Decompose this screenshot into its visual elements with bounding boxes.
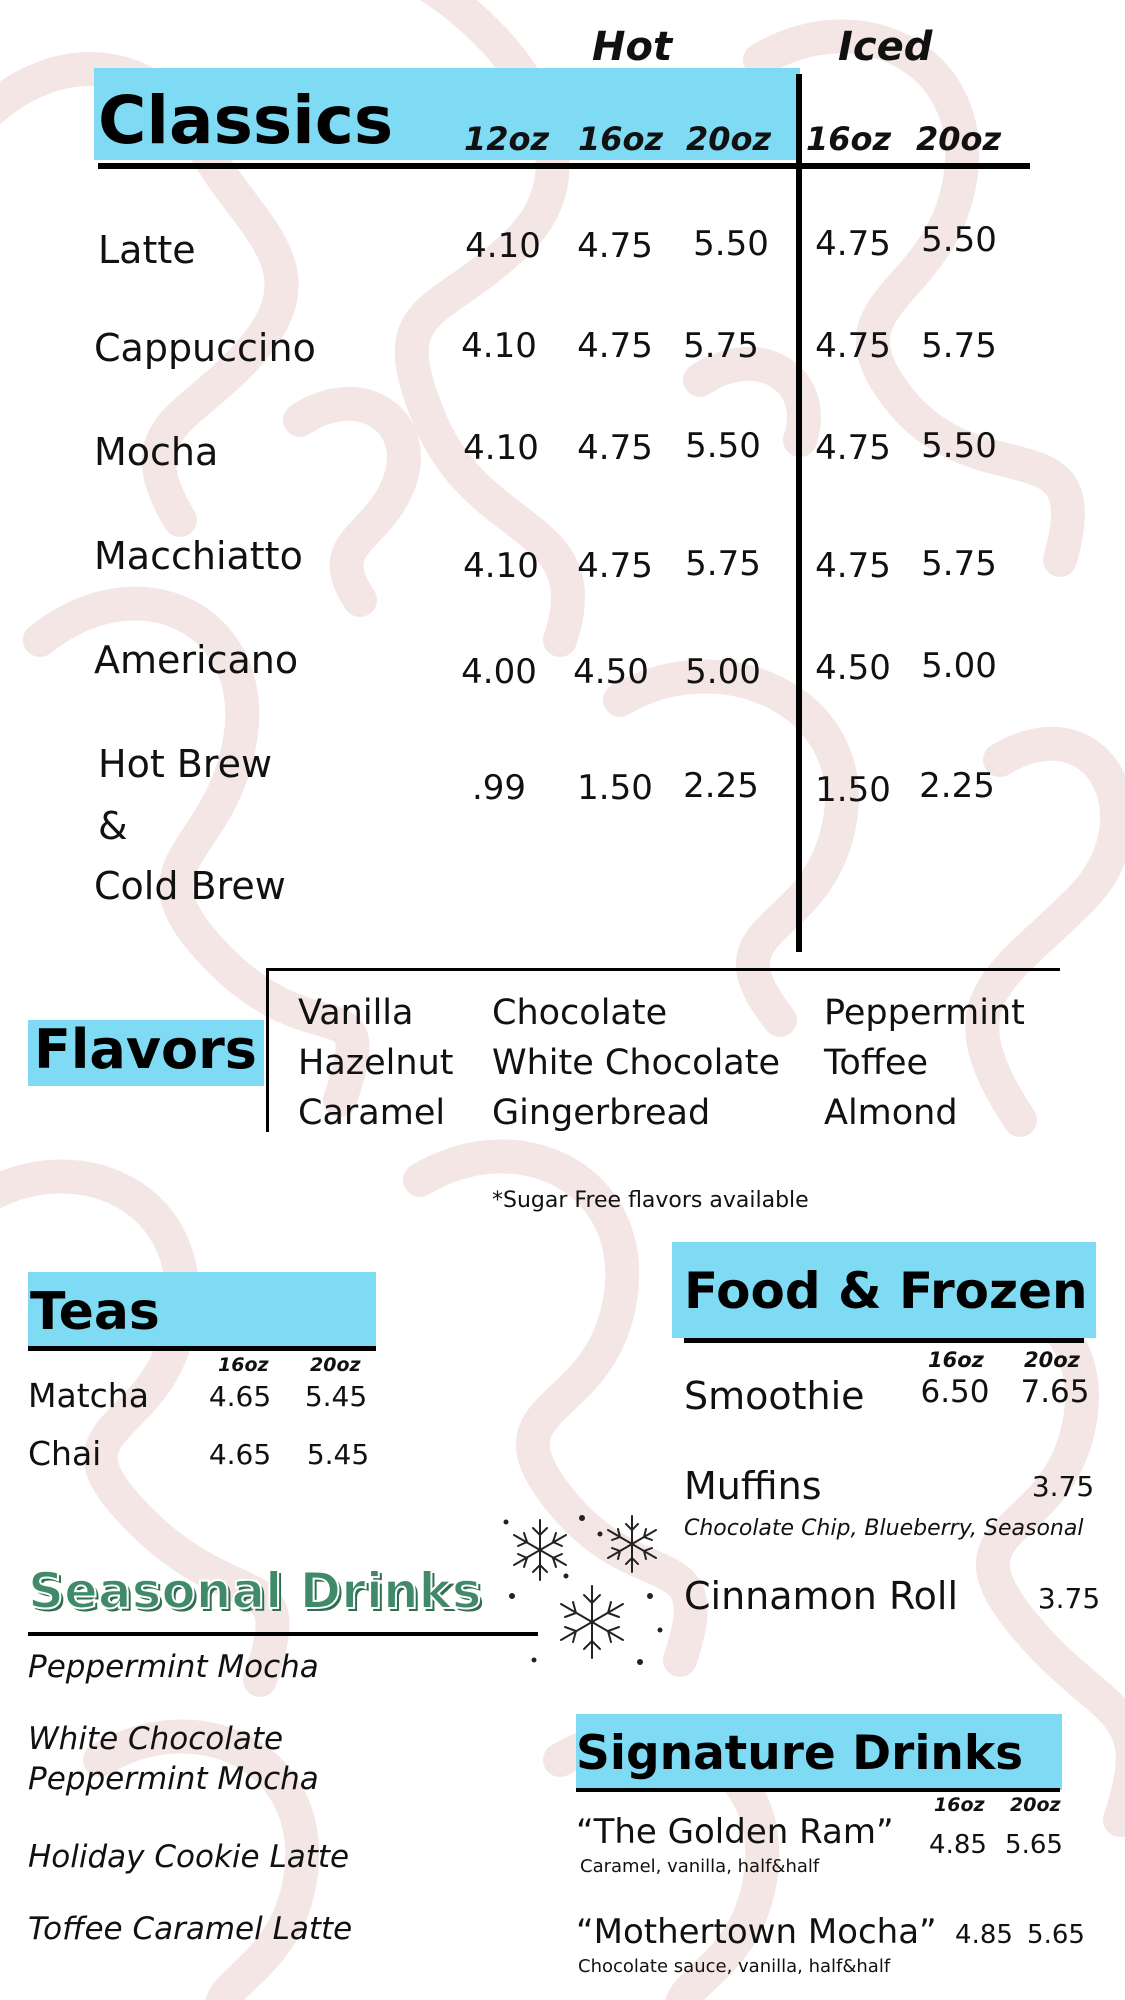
price-hot-16oz: 4.75 (577, 326, 653, 366)
price-hot-20oz: 5.50 (685, 426, 761, 466)
teas-title-underline (28, 1346, 376, 1351)
price-hot-16oz: 4.75 (577, 226, 653, 266)
food-frozen-title-underline (684, 1338, 1084, 1343)
tea-item-name: Chai (28, 1434, 102, 1473)
signature-title-underline (576, 1788, 1060, 1792)
price-hot-16oz: 4.50 (573, 652, 649, 692)
seasonal-item: Toffee Caramel Latte (28, 1911, 353, 1947)
flavor-item: Chocolate (492, 993, 668, 1033)
hot-size-20oz: 20oz (686, 120, 772, 158)
classics-item-name: Cappuccino (94, 326, 316, 370)
price-iced-16oz: 4.75 (815, 546, 891, 586)
flavor-item: Gingerbread (492, 1093, 711, 1133)
price-iced-16oz: 4.75 (815, 326, 891, 366)
signature-item-description: Caramel, vanilla, half&half (580, 1856, 820, 1877)
flavor-item: Toffee (824, 1043, 929, 1083)
flavor-item: Vanilla (298, 993, 414, 1033)
price-hot-12oz: 4.10 (461, 326, 537, 366)
teas-size-20oz: 20oz (310, 1354, 361, 1376)
price-iced-16oz: 4.75 (815, 428, 891, 468)
classics-item-name-line3: Cold Brew (94, 864, 286, 908)
flavor-item: Peppermint (824, 993, 1025, 1033)
flavors-title: Flavors (34, 1018, 257, 1081)
signature-size-16oz: 16oz (934, 1794, 985, 1816)
price-hot-20oz: 2.25 (683, 766, 759, 806)
classics-item-name: Macchiatto (94, 534, 303, 578)
signature-item-description: Chocolate sauce, vanilla, half&half (578, 1956, 891, 1977)
tea-price-16oz: 4.65 (208, 1380, 272, 1413)
hot-iced-divider (796, 74, 802, 952)
price-hot-16oz: 4.75 (577, 428, 653, 468)
price-iced-16oz: 1.50 (815, 770, 891, 810)
tea-item-name: Matcha (28, 1376, 149, 1415)
price-hot-20oz: 5.50 (693, 224, 769, 264)
price-iced-20oz: 2.25 (919, 766, 995, 806)
classics-title-underline (98, 163, 1030, 169)
teas-title: Teas (30, 1282, 160, 1342)
price-iced-20oz: 5.00 (921, 646, 997, 686)
price-hot-12oz: 4.10 (463, 546, 539, 586)
food-frozen-title: Food & Frozen (684, 1262, 1088, 1320)
price-hot-20oz: 5.75 (685, 544, 761, 584)
hot-size-12oz: 12oz (464, 120, 550, 158)
tea-price-16oz: 4.65 (208, 1438, 272, 1471)
seasonal-item: Holiday Cookie Latte (28, 1839, 350, 1875)
classics-item-name-line2: & (98, 804, 128, 848)
iced-size-20oz: 20oz (916, 120, 1002, 158)
price-hot-12oz: 4.00 (461, 652, 537, 692)
price-hot-12oz: 4.10 (463, 428, 539, 468)
smoothie-price-20oz: 7.65 (1020, 1374, 1090, 1410)
flavor-item: Almond (824, 1093, 958, 1133)
tea-price-20oz: 5.45 (304, 1380, 368, 1413)
signature-item-name: “Mothertown Mocha” (576, 1912, 937, 1952)
signature-item-name: “The Golden Ram” (576, 1812, 894, 1852)
signature-price-20oz: 5.65 (1027, 1920, 1085, 1950)
smoothie-price-16oz: 6.50 (920, 1374, 990, 1410)
flavors-box-top-rule (266, 968, 1060, 971)
seasonal-title: Seasonal Drinks (28, 1562, 482, 1620)
price-hot-16oz: 1.50 (577, 768, 653, 808)
price-hot-12oz: 4.10 (465, 226, 541, 266)
sugar-free-note: *Sugar Free flavors available (492, 1188, 809, 1213)
cinnamon-roll-price: 3.75 (1037, 1582, 1101, 1615)
classics-item-name: Mocha (94, 430, 219, 474)
hot-label: Hot (592, 24, 673, 70)
price-iced-20oz: 5.75 (921, 326, 997, 366)
classics-item-name: Hot Brew (98, 742, 273, 786)
signature-price-16oz: 4.85 (955, 1920, 1013, 1950)
price-hot-16oz: 4.75 (577, 546, 653, 586)
food-size-20oz: 20oz (1024, 1348, 1080, 1372)
signature-price-20oz: 5.65 (1005, 1830, 1063, 1860)
signature-size-20oz: 20oz (1010, 1794, 1061, 1816)
seasonal-item: White Chocolate (28, 1721, 284, 1757)
iced-size-16oz: 16oz (806, 120, 892, 158)
price-hot-20oz: 5.75 (683, 326, 759, 366)
food-size-16oz: 16oz (928, 1348, 984, 1372)
price-iced-20oz: 5.50 (921, 426, 997, 466)
muffins-name: Muffins (684, 1464, 822, 1508)
flavor-item: Hazelnut (298, 1043, 454, 1083)
classics-item-name: Americano (94, 638, 299, 682)
price-iced-20oz: 5.75 (921, 544, 997, 584)
signature-price-16oz: 4.85 (929, 1830, 987, 1860)
tea-price-20oz: 5.45 (306, 1438, 370, 1471)
signature-title: Signature Drinks (576, 1726, 1024, 1781)
muffins-price: 3.75 (1031, 1470, 1095, 1503)
seasonal-title-underline (28, 1632, 538, 1636)
iced-label: Iced (838, 24, 933, 70)
classics-title: Classics (98, 82, 394, 159)
price-hot-20oz: 5.00 (685, 652, 761, 692)
price-iced-20oz: 5.50 (921, 220, 997, 260)
hot-size-16oz: 16oz (578, 120, 664, 158)
snowflake-icon (500, 1500, 670, 1670)
price-hot-12oz: .99 (471, 768, 527, 808)
teas-size-16oz: 16oz (218, 1354, 269, 1376)
flavor-item: White Chocolate (492, 1043, 781, 1083)
seasonal-item: Peppermint Mocha (28, 1761, 319, 1797)
muffins-description: Chocolate Chip, Blueberry, Seasonal (684, 1516, 1084, 1541)
cinnamon-roll-name: Cinnamon Roll (684, 1574, 959, 1618)
flavor-item: Caramel (298, 1093, 446, 1133)
price-iced-16oz: 4.75 (815, 224, 891, 264)
flavors-box-left-rule (266, 968, 269, 1132)
seasonal-item: Peppermint Mocha (28, 1649, 319, 1685)
classics-item-name: Latte (98, 228, 196, 272)
smoothie-name: Smoothie (684, 1374, 865, 1418)
price-iced-16oz: 4.50 (815, 648, 891, 688)
